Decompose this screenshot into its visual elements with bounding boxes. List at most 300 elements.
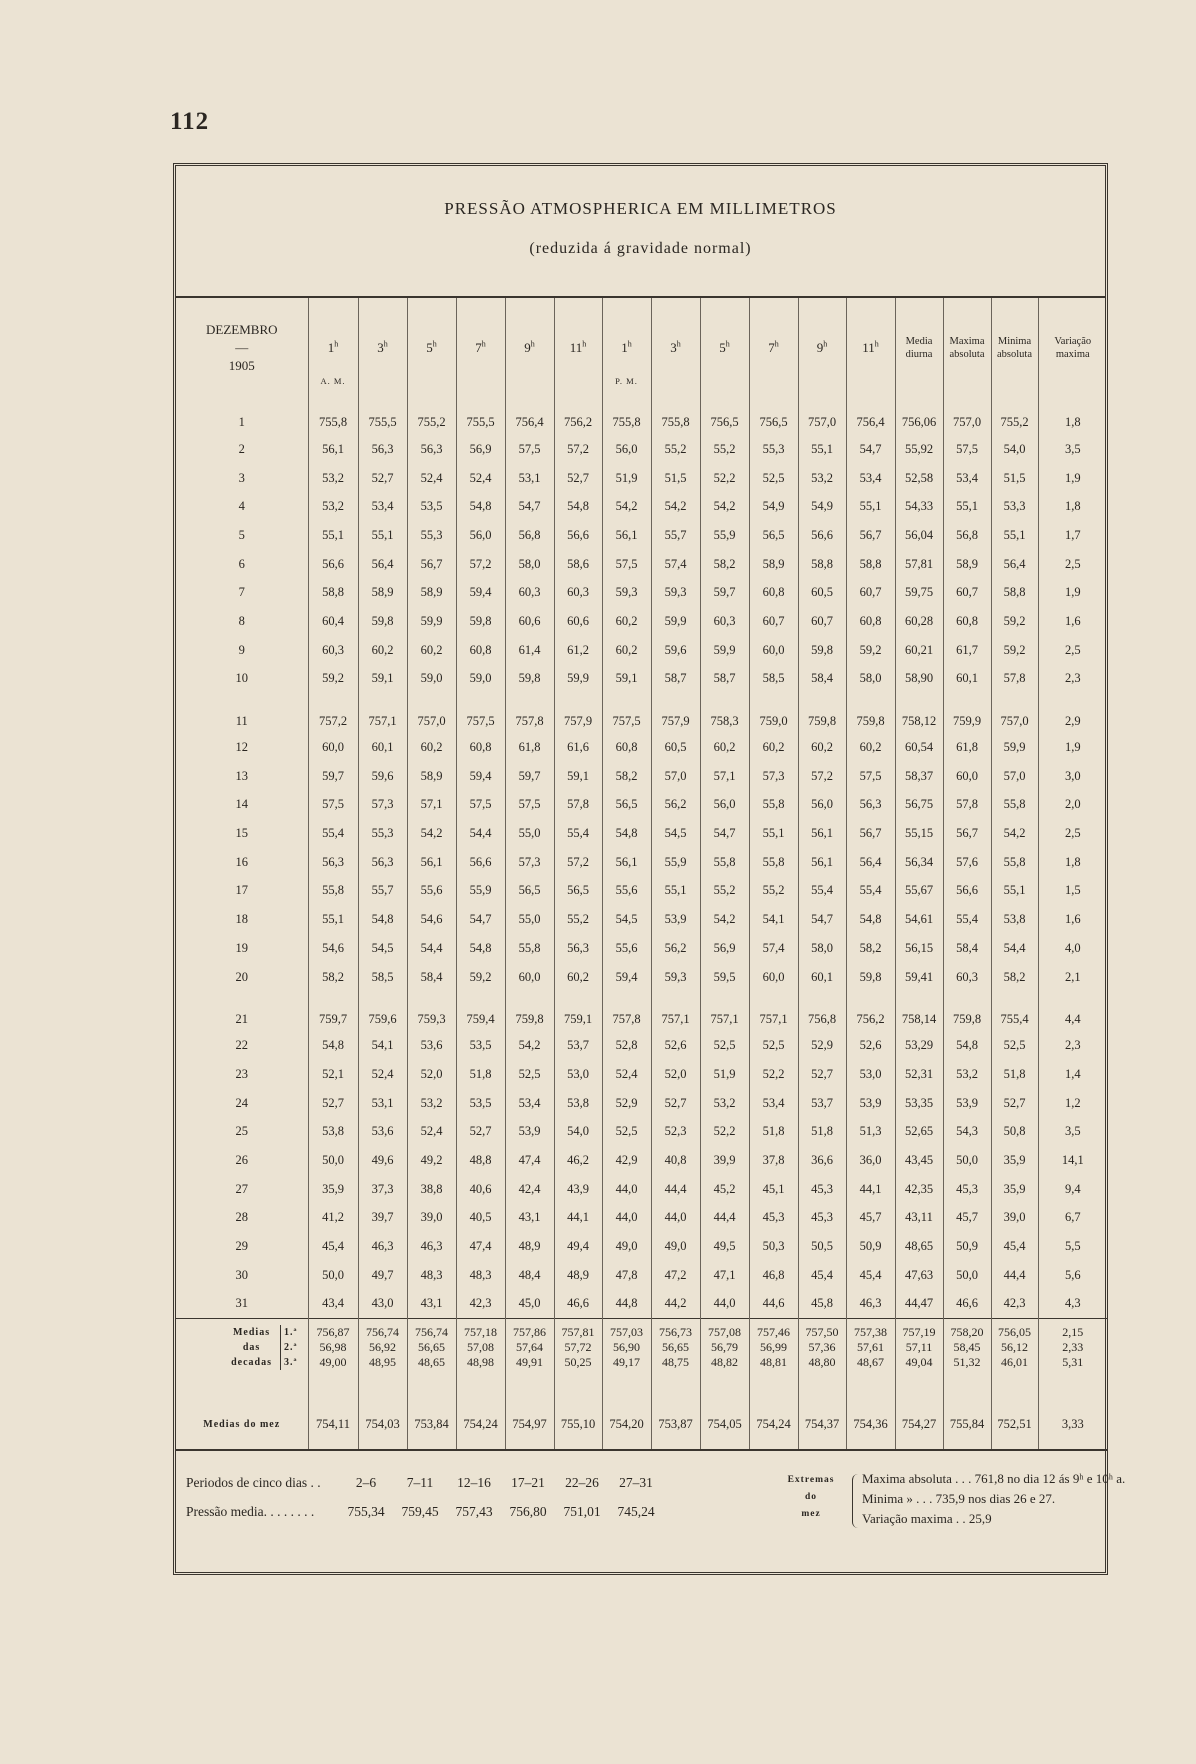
value-cell: 56,04 [895,521,943,550]
value-cell: 56,1 [602,848,651,877]
decade-means [176,1319,1107,1400]
value-cell: 55,2 [700,435,749,464]
value-cell: 44,0 [602,1204,651,1233]
value-cell: 50,9 [943,1232,991,1261]
hour-value: 1$^h$ [327,339,339,356]
value-cell: 53,5 [456,1031,505,1060]
value-cell: 59,8 [846,963,895,992]
value-cell: 52,7 [456,1117,505,1146]
hour-col-11am [554,298,602,398]
decade-mean-value: 757,18 [464,1325,497,1340]
month-mean-cell: 753,87 [651,1399,700,1450]
decade-mean-value: 56,65 [662,1340,689,1355]
value-cell: 54,8 [456,492,505,521]
value-cell: 58,0 [798,934,846,963]
value-cell: 59,9 [407,607,456,636]
value-cell: 55,1 [798,435,846,464]
value-cell: 46,3 [358,1232,407,1261]
decade-mean-value: 757,08 [708,1325,741,1340]
pressure-cell: 759,45 [401,1504,439,1519]
day-cell: 13 [235,768,248,783]
value-cell: 53,8 [308,1117,358,1146]
value-cell: 52,7 [554,464,602,493]
value-cell: 757,9 [651,693,700,733]
day-cell: 26 [235,1152,248,1167]
value-cell: 756,2 [846,991,895,1031]
value-cell: 54,4 [456,819,505,848]
value-cell: 45,4 [798,1261,846,1290]
minima-absoluta-header: Minima absoluta [991,298,1038,398]
value-cell: 44,2 [651,1290,700,1319]
value-cell: 55,7 [651,521,700,550]
table-row [176,607,1107,636]
value-cell: 4,3 [1038,1290,1107,1319]
value-cell: 60,5 [651,733,700,762]
value-cell: 52,0 [407,1060,456,1089]
value-cell: 50,0 [308,1146,358,1175]
value-cell: 48,9 [505,1232,554,1261]
pressure-cell: 757,43 [455,1504,493,1519]
value-cell: 4,4 [1038,991,1107,1031]
value-cell: 59,7 [505,762,554,791]
value-cell: 44,0 [700,1290,749,1319]
value-cell: 56,34 [895,848,943,877]
value-cell: 54,3 [943,1117,991,1146]
day-cell: 3 [238,470,245,485]
period-cell: 17–21 [511,1475,545,1490]
decade-mean-value: 48,65 [418,1355,445,1370]
value-cell: 54,1 [358,1031,407,1060]
value-cell: 60,7 [943,578,991,607]
value-cell: 53,8 [991,905,1038,934]
decade-mean-value: 57,72 [564,1340,592,1355]
value-cell: 51,9 [602,464,651,493]
value-cell: 55,9 [456,877,505,906]
value-cell: 57,1 [700,762,749,791]
value-cell: 755,5 [358,398,407,435]
pressure-label: Pressão media. . . . . . . . [186,1504,315,1519]
value-cell: 54,6 [407,905,456,934]
day-cell: 14 [235,797,248,812]
value-cell: 54,4 [407,934,456,963]
year-label: 1905 [228,358,255,373]
value-cell: 3,5 [1038,1117,1107,1146]
value-cell: 46,8 [749,1261,798,1290]
table-title: PRESSÃO ATMOSPHERICA EM MILLIMETROS [444,199,837,218]
value-cell: 55,1 [308,905,358,934]
decade-mean-cell [895,1319,943,1400]
hour-col-9pm [798,298,846,398]
value-cell: 55,7 [358,877,407,906]
value-cell: 759,8 [943,991,991,1031]
value-cell: 51,5 [651,464,700,493]
value-cell: 53,1 [505,464,554,493]
value-cell: 43,45 [895,1146,943,1175]
value-cell: 757,1 [700,991,749,1031]
value-cell: 58,4 [943,934,991,963]
value-cell: 48,4 [505,1261,554,1290]
value-cell: 60,4 [308,607,358,636]
value-cell: 53,2 [308,492,358,521]
value-cell: 59,8 [505,665,554,694]
value-cell: 52,5 [602,1117,651,1146]
day-cell: 17 [235,883,248,898]
value-cell: 757,8 [505,693,554,733]
value-cell: 56,75 [895,791,943,820]
value-cell: 60,2 [358,636,407,665]
value-cell: 55,2 [749,877,798,906]
value-cell: 52,8 [602,1031,651,1060]
value-cell: 45,3 [749,1204,798,1233]
value-cell: 759,0 [749,693,798,733]
value-cell: 56,1 [798,848,846,877]
table-row [176,905,1107,934]
value-cell: 52,4 [407,464,456,493]
value-cell: 56,2 [651,934,700,963]
value-cell: 56,4 [846,848,895,877]
value-cell: 56,3 [358,435,407,464]
decade-mean-cell [554,1319,602,1400]
value-cell: 53,7 [554,1031,602,1060]
value-cell: 43,11 [895,1204,943,1233]
decade-mean-cell [1038,1319,1107,1400]
value-cell: 1,9 [1038,733,1107,762]
day-cell: 4 [238,499,245,514]
decade-mean-value: 757,38 [854,1325,887,1340]
value-cell: 60,3 [505,578,554,607]
value-cell: 52,0 [651,1060,700,1089]
value-cell: 60,5 [798,578,846,607]
value-cell: 60,3 [700,607,749,636]
value-cell: 60,8 [602,733,651,762]
table-row [176,1117,1107,1146]
value-cell: 58,0 [846,665,895,694]
value-cell: 60,3 [308,636,358,665]
value-cell: 58,9 [407,578,456,607]
table-row [176,991,1107,1031]
value-cell: 60,2 [749,733,798,762]
value-cell: 1,9 [1038,578,1107,607]
month-label: DEZEMBRO [206,322,278,337]
media-diurna-header: Media diurna [895,298,943,398]
value-cell: 45,8 [798,1290,846,1319]
value-cell: 55,3 [358,819,407,848]
value-cell: 57,8 [943,791,991,820]
value-cell: 44,4 [991,1261,1038,1290]
value-cell: 57,3 [358,791,407,820]
value-cell: 45,7 [943,1204,991,1233]
value-cell: 759,7 [308,991,358,1031]
value-cell: 2,1 [1038,963,1107,992]
title-block [176,166,1105,298]
table-row [176,464,1107,493]
value-cell: 45,1 [749,1175,798,1204]
value-cell: 43,9 [554,1175,602,1204]
value-cell: 756,4 [846,398,895,435]
value-cell: 43,4 [308,1290,358,1319]
value-cell: 58,7 [651,665,700,694]
value-cell: 50,0 [943,1146,991,1175]
value-cell: 45,4 [991,1232,1038,1261]
value-cell: 59,2 [308,665,358,694]
decade-mean-cell [407,1319,456,1400]
value-cell: 60,2 [407,733,456,762]
decade-mean-value: 758,20 [950,1325,984,1340]
value-cell: 54,8 [456,934,505,963]
value-cell: 55,6 [407,877,456,906]
decade-mean-value: 48,81 [760,1355,787,1370]
value-cell: 56,3 [407,435,456,464]
value-cell: 35,9 [308,1175,358,1204]
table-row [176,1232,1107,1261]
value-cell: 57,5 [456,791,505,820]
decade-mean-value: 756,05 [998,1325,1031,1340]
value-cell: 58,0 [505,550,554,579]
value-cell: 45,4 [846,1261,895,1290]
value-cell: 56,8 [505,521,554,550]
table-frame [173,163,1126,1575]
value-cell: 49,2 [407,1146,456,1175]
value-cell: 58,90 [895,665,943,694]
month-mean-cell: 3,33 [1038,1399,1107,1450]
value-cell: 44,47 [895,1290,943,1319]
value-cell: 2,3 [1038,1031,1107,1060]
extremes-list [862,1469,1125,1529]
hour-col-5pm [700,298,749,398]
value-cell: 57,2 [456,550,505,579]
brace-icon [852,1474,861,1528]
value-cell: 58,4 [798,665,846,694]
hour-value: 5$^h$ [426,339,437,356]
day-cell: 18 [235,912,248,927]
value-cell: 58,9 [358,578,407,607]
value-cell: 60,6 [505,607,554,636]
value-cell: 60,2 [407,636,456,665]
value-cell: 757,0 [991,693,1038,733]
period-cell: 27–31 [619,1475,653,1490]
table-row [176,1290,1107,1319]
value-cell: 53,9 [505,1117,554,1146]
value-cell: 52,2 [749,1060,798,1089]
decade-mean-cell [358,1319,407,1400]
decade-mean-value: 56,99 [760,1340,787,1355]
value-cell: 59,2 [991,636,1038,665]
value-cell: 57,4 [749,934,798,963]
value-cell: 52,5 [700,1031,749,1060]
value-cell: 55,1 [358,521,407,550]
value-cell: 59,3 [602,578,651,607]
day-cell: 7 [238,585,245,600]
value-cell: 44,8 [602,1290,651,1319]
value-cell: 54,0 [554,1117,602,1146]
value-cell: 46,2 [554,1146,602,1175]
value-cell: 56,7 [846,521,895,550]
value-cell: 51,8 [798,1117,846,1146]
value-cell: 48,9 [554,1261,602,1290]
value-cell: 59,75 [895,578,943,607]
variacao-maxima-header: Variação maxima [1038,298,1107,398]
value-cell: 59,5 [700,963,749,992]
value-cell: 56,1 [798,819,846,848]
value-cell: 60,2 [700,733,749,762]
value-cell: 53,35 [895,1089,943,1118]
value-cell: 55,8 [991,848,1038,877]
value-cell: 45,4 [308,1232,358,1261]
month-mean-cell: 754,36 [846,1399,895,1450]
value-cell: 54,8 [358,905,407,934]
value-cell: 60,54 [895,733,943,762]
table-row [176,1060,1107,1089]
decade-mean-cell [308,1319,358,1400]
decade-mean-cell [991,1319,1038,1400]
day-cell: 21 [235,1012,248,1027]
decade-mean-value: 57,61 [857,1340,884,1355]
value-cell: 59,9 [651,607,700,636]
value-cell: 44,6 [749,1290,798,1319]
value-cell: 35,9 [991,1146,1038,1175]
value-cell: 54,4 [991,934,1038,963]
value-cell: 52,9 [798,1031,846,1060]
decade-mean-cell [505,1319,554,1400]
value-cell: 57,3 [505,848,554,877]
table-row [176,550,1107,579]
decade-mean-value: 757,50 [805,1325,839,1340]
value-cell: 60,1 [358,733,407,762]
value-cell: 57,5 [505,435,554,464]
value-cell: 60,7 [798,607,846,636]
value-cell: 55,4 [554,819,602,848]
value-cell: 55,1 [943,492,991,521]
value-cell: 52,4 [358,1060,407,1089]
value-cell: 56,6 [943,877,991,906]
value-cell: 757,5 [602,693,651,733]
value-cell: 44,1 [554,1204,602,1233]
hour-value: 9$^h$ [524,339,535,356]
value-cell: 56,0 [456,521,505,550]
value-cell: 54,33 [895,492,943,521]
pm-label: P. M. [615,376,638,386]
value-cell: 757,1 [651,991,700,1031]
value-cell: 60,3 [943,963,991,992]
pressure-cell: 745,24 [617,1504,655,1519]
decade-mean-value: 757,19 [902,1325,936,1340]
value-cell: 48,65 [895,1232,943,1261]
periods-row [186,1475,663,1491]
value-cell: 53,1 [358,1089,407,1118]
value-cell: 755,4 [991,991,1038,1031]
value-cell: 55,4 [943,905,991,934]
value-cell: 55,8 [700,848,749,877]
decade-mean-cell [651,1319,700,1400]
value-cell: 52,5 [749,1031,798,1060]
value-cell: 59,4 [456,762,505,791]
value-cell: 51,3 [846,1117,895,1146]
value-cell: 55,92 [895,435,943,464]
value-cell: 53,9 [943,1089,991,1118]
value-cell: 52,6 [846,1031,895,1060]
hour-col-7pm [749,298,798,398]
periods-label: Periodos de cinco dias . . [186,1475,321,1490]
month-mean-cell: 754,05 [700,1399,749,1450]
value-cell: 56,6 [554,521,602,550]
day-cell: 11 [235,714,248,729]
day-cell: 16 [235,854,248,869]
day-cell: 31 [235,1296,248,1311]
decade-mean-value: 48,80 [808,1355,836,1370]
value-cell: 59,2 [991,607,1038,636]
value-cell: 54,5 [651,819,700,848]
table-row [176,1031,1107,1060]
value-cell: 59,1 [358,665,407,694]
value-cell: 58,37 [895,762,943,791]
value-cell: 60,1 [943,665,991,694]
table-row [176,521,1107,550]
value-cell: 58,5 [749,665,798,694]
decade-means-label: Medias das decadas1.ª 2.ª 3.ª [176,1319,308,1400]
decade-mean-value: 48,67 [857,1355,884,1370]
value-cell: 58,2 [846,934,895,963]
value-cell: 1,2 [1038,1089,1107,1118]
value-cell: 55,3 [407,521,456,550]
value-cell: 45,3 [798,1204,846,1233]
hour-col-1am [308,298,358,398]
decade-mean-value: 2,15 [1062,1325,1084,1340]
value-cell: 51,5 [991,464,1038,493]
value-cell: 40,5 [456,1204,505,1233]
value-cell: 38,8 [407,1175,456,1204]
value-cell: 60,0 [308,733,358,762]
value-cell: 1,5 [1038,877,1107,906]
value-cell: 56,4 [991,550,1038,579]
table-row [176,877,1107,906]
value-cell: 55,1 [991,521,1038,550]
period-cell: 22–26 [565,1475,599,1490]
value-cell: 36,0 [846,1146,895,1175]
decade-mean-cell [602,1319,651,1400]
table-row [176,693,1107,733]
value-cell: 54,2 [651,492,700,521]
value-cell: 58,4 [407,963,456,992]
value-cell: 50,9 [846,1232,895,1261]
value-cell: 758,3 [700,693,749,733]
month-mean-cell: 753,84 [407,1399,456,1450]
value-cell: 46,6 [943,1290,991,1319]
value-cell: 54,2 [991,819,1038,848]
value-cell: 757,0 [407,693,456,733]
value-cell: 759,4 [456,991,505,1031]
value-cell: 59,9 [700,636,749,665]
value-cell: 45,7 [846,1204,895,1233]
decade-mean-value: 49,00 [319,1355,347,1370]
value-cell: 759,8 [798,693,846,733]
value-cell: 61,8 [943,733,991,762]
value-cell: 57,6 [943,848,991,877]
decade-mean-cell [749,1319,798,1400]
value-cell: 53,3 [991,492,1038,521]
value-cell: 53,9 [846,1089,895,1118]
value-cell: 41,2 [308,1204,358,1233]
value-cell: 59,2 [846,636,895,665]
value-cell: 57,5 [602,550,651,579]
value-cell: 757,0 [798,398,846,435]
value-cell: 54,2 [602,492,651,521]
month-means [176,1399,1107,1450]
value-cell: 54,7 [846,435,895,464]
value-cell: 56,0 [602,435,651,464]
value-cell: 57,5 [308,791,358,820]
value-cell: 54,5 [602,905,651,934]
value-cell: 52,2 [700,1117,749,1146]
